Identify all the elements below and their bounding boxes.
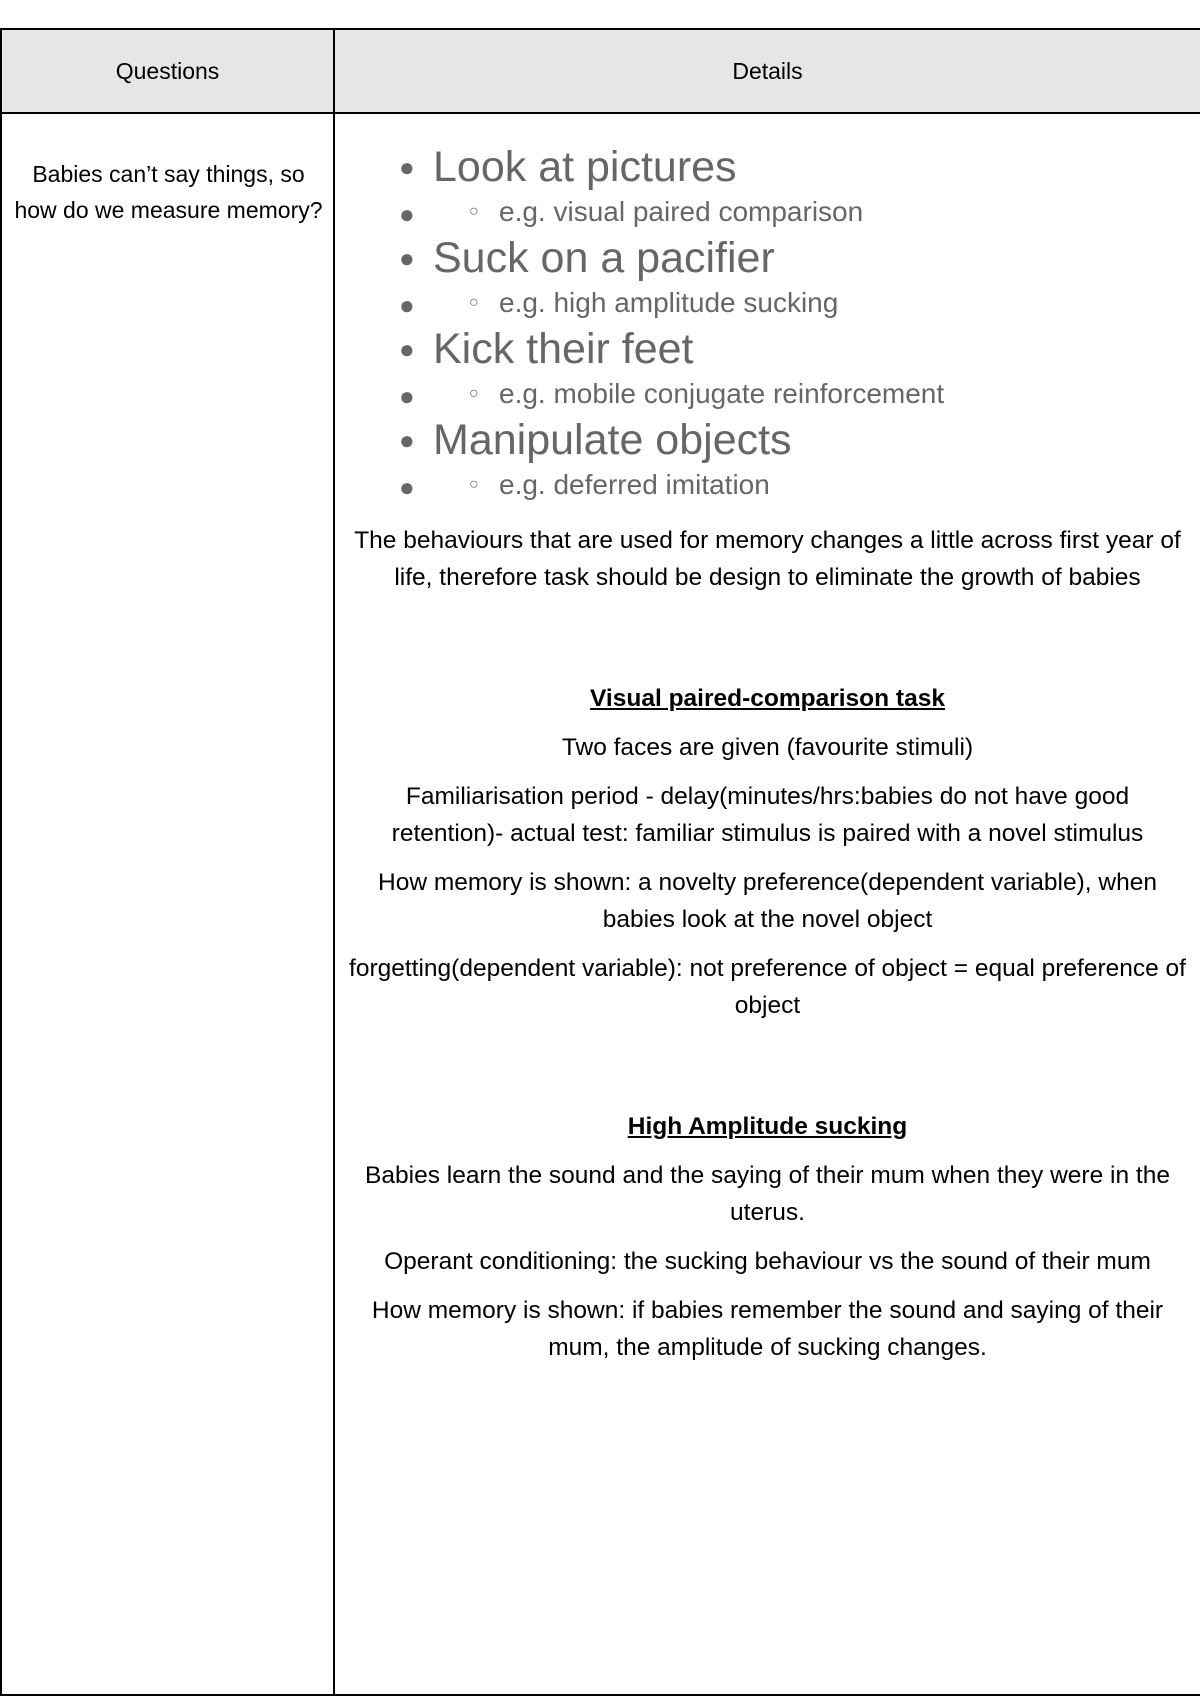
spacer — [349, 608, 1186, 680]
details-cell — [334, 113, 1200, 1695]
example-list — [469, 282, 1186, 324]
section-paragraph: Babies learn the sound and the saying of their mum when they were in the uterus. — [365, 1162, 1170, 1226]
method-item — [399, 326, 1186, 373]
method-item — [399, 144, 1186, 191]
example-list — [469, 191, 1186, 233]
method-list — [349, 144, 1186, 506]
method-item — [399, 417, 1186, 464]
section-paragraph: Operant conditioning: the sucking behaviour vs the sound of their mum — [384, 1248, 1151, 1275]
section-paragraph: forgetting(dependent variable): not preference of object = equal preference of object — [349, 955, 1186, 1019]
details-header: Details — [334, 29, 1200, 113]
section-paragraph: How memory is shown: a novelty preference(dependent variable), when babies look at the novel object — [378, 869, 1157, 933]
method-label: Look at pictures — [433, 143, 737, 191]
example-item: ○ ● e.g. high amplitude sucking — [469, 282, 1186, 324]
example-item: ○ ● e.g. deferred imitation — [469, 464, 1186, 506]
example-item: ○ ● e.g. visual paired comparison — [469, 191, 1186, 233]
example-wrapper — [399, 191, 1186, 233]
section-heading: High Amplitude sucking — [627, 1113, 908, 1140]
content-row — [1, 113, 1200, 1695]
question-text: Babies can’t say things, so how do we measure memory? — [14, 161, 323, 223]
section-paragraph: Two faces are given (favourite stimuli) — [561, 734, 974, 761]
intro-paragraph: The behaviours that are used for memory changes a little across first year of life, therefore task should be design to eliminate the growth of babies — [354, 527, 1181, 591]
details-content — [335, 114, 1200, 1366]
example-wrapper — [399, 282, 1186, 324]
question-cell — [1, 113, 334, 1695]
method-item — [399, 235, 1186, 282]
spacer — [349, 1036, 1186, 1108]
method-label: Kick their feet — [433, 325, 694, 373]
header-row — [1, 29, 1200, 113]
method-label: Manipulate objects — [433, 416, 792, 464]
example-list — [469, 373, 1186, 415]
section-paragraph: Familiarisation period - delay(minutes/hrs:babies do not have good retention)- actual test: familiar stimulus is paired with a novel stimulus — [391, 783, 1144, 847]
section-heading: Visual paired-comparison task — [590, 685, 945, 712]
example-item: ○ ● e.g. mobile conjugate reinforcement — [469, 373, 1186, 415]
notes-table — [0, 28, 1200, 1696]
example-list — [469, 464, 1186, 506]
method-label: Suck on a pacifier — [433, 234, 775, 282]
questions-header: Questions — [1, 29, 334, 113]
example-wrapper — [399, 373, 1186, 415]
section-paragraph: How memory is shown: if babies remember the sound and saying of their mum, the amplitude of sucking changes. — [371, 1297, 1164, 1361]
example-wrapper — [399, 464, 1186, 506]
